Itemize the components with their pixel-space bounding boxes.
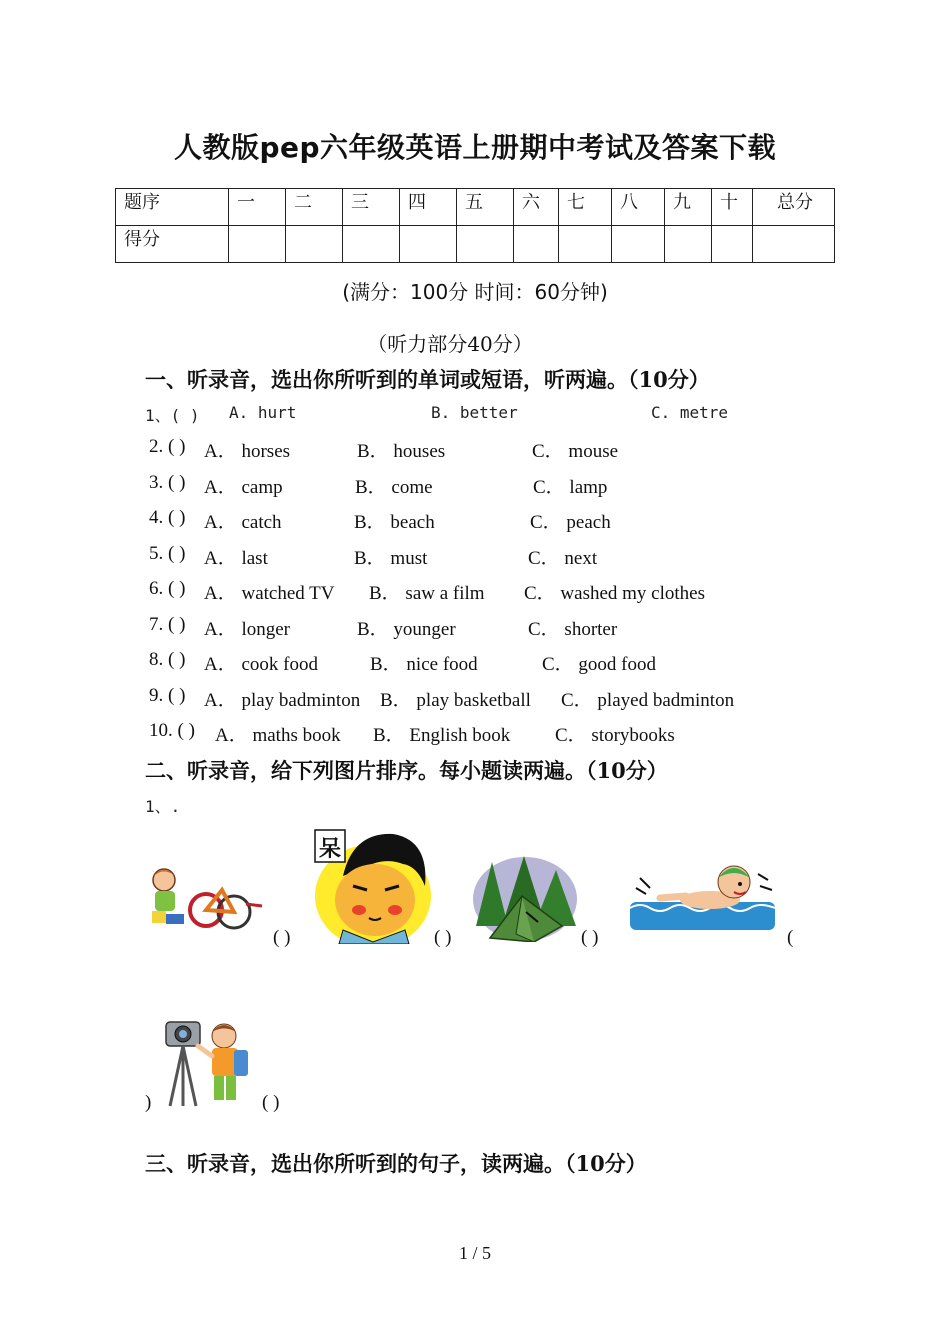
option-b[interactable]: B． younger (357, 619, 456, 640)
option-c[interactable]: C． storybooks (555, 725, 675, 746)
question-num: 8. ( ) (149, 649, 186, 670)
question-num: 9. ( ) (149, 685, 186, 706)
option-b[interactable]: B． saw a film (369, 583, 485, 604)
option-b[interactable]: B． beach (354, 512, 435, 533)
listening-header: （听力部分40分） (367, 332, 533, 356)
score-cell[interactable] (229, 226, 286, 263)
option-c[interactable]: C． washed my clothes (524, 583, 706, 604)
question-num: 10. ( ) (149, 720, 195, 741)
tent-picture (472, 856, 578, 942)
swimming-boy-picture (630, 856, 775, 932)
page-title: 人教版pep六年级英语上册期中考试及答案下载 (173, 131, 777, 164)
page-number: 1 / 5 (458, 1243, 491, 1263)
question-num: 4. ( ) (149, 507, 186, 528)
header-cell: 七 (559, 189, 612, 226)
option-c[interactable]: C． peach (530, 512, 611, 533)
score-cell[interactable] (457, 226, 514, 263)
score-cell[interactable] (343, 226, 400, 263)
option-a[interactable]: A． longer (204, 619, 291, 640)
score-cell[interactable] (612, 226, 665, 263)
question-num: 5. ( ) (149, 543, 186, 564)
question-1-option-c[interactable]: C. metre (651, 403, 729, 422)
header-cell: 六 (514, 189, 559, 226)
score-table (115, 188, 835, 263)
section-2-heading: 二、听录音，给下列图片排序。每小题读两遍。（10分） (145, 758, 668, 783)
question-num: 2. ( ) (149, 436, 186, 457)
exam-meta: (满分：100分 时间：60分钟) (342, 280, 608, 304)
score-cell[interactable] (753, 226, 835, 263)
header-cell: 五 (457, 189, 514, 226)
question-1-option-b[interactable]: B. better (431, 403, 518, 422)
score-table-header-row (116, 189, 835, 226)
boy-with-bike-picture (146, 862, 264, 938)
confused-boy-picture (313, 826, 433, 944)
question-num: 3. ( ) (149, 472, 186, 493)
option-a[interactable]: A． maths book (215, 725, 341, 746)
photographer-boy-picture (160, 1016, 258, 1108)
option-a[interactable]: A． last (204, 548, 268, 569)
header-cell: 四 (400, 189, 457, 226)
score-cell[interactable] (514, 226, 559, 263)
section-1-heading: 一、听录音，选出你所听到的单词或短语，听两遍。（10分） (145, 367, 710, 392)
header-cell: 十 (712, 189, 753, 226)
question-1-option-a[interactable]: A. hurt (229, 403, 297, 422)
header-cell: 二 (286, 189, 343, 226)
option-a[interactable]: A． catch (204, 512, 282, 533)
option-b[interactable]: B． come (355, 477, 433, 498)
order-blank-4-close[interactable]: ) (145, 1092, 152, 1113)
header-cell: 题序 (116, 189, 229, 226)
option-b[interactable]: B． nice food (370, 654, 478, 675)
option-c[interactable]: C． lamp (533, 477, 608, 498)
order-blank-3[interactable]: ( ) (581, 927, 599, 948)
row-label: 得分 (116, 226, 229, 263)
option-c[interactable]: C． played badminton (561, 690, 735, 711)
order-blank-1[interactable]: ( ) (273, 927, 291, 948)
option-a[interactable]: A． play badminton (204, 690, 361, 711)
header-cell: 八 (612, 189, 665, 226)
score-cell[interactable] (712, 226, 753, 263)
score-cell[interactable] (665, 226, 712, 263)
score-table-score-row (116, 226, 835, 263)
sign-text: 呆 (318, 837, 342, 862)
header-cell: 九 (665, 189, 712, 226)
question-num: 6. ( ) (149, 578, 186, 599)
option-b[interactable]: B． English book (373, 725, 511, 746)
option-c[interactable]: C． shorter (528, 619, 618, 640)
header-cell: 三 (343, 189, 400, 226)
option-b[interactable]: B． play basketball (380, 690, 531, 711)
question-1-num: 1、( ) (145, 406, 200, 425)
option-a[interactable]: A． watched TV (204, 583, 335, 604)
option-b[interactable]: B． houses (357, 441, 446, 462)
question-num: 7. ( ) (149, 614, 186, 635)
order-blank-2[interactable]: ( ) (434, 927, 452, 948)
header-cell: 一 (229, 189, 286, 226)
option-a[interactable]: A． horses (204, 441, 291, 462)
section-2-q-label: 1、. (145, 797, 181, 816)
option-c[interactable]: C． mouse (532, 441, 619, 462)
option-a[interactable]: A． cook food (204, 654, 318, 675)
option-c[interactable]: C． next (528, 548, 598, 569)
section-3-heading: 三、听录音，选出你所听到的句子，读两遍。（10分） (145, 1151, 647, 1176)
option-b[interactable]: B． must (354, 548, 428, 569)
score-cell[interactable] (286, 226, 343, 263)
option-c[interactable]: C． good food (542, 654, 657, 675)
score-cell[interactable] (559, 226, 612, 263)
option-a[interactable]: A． camp (204, 477, 283, 498)
order-blank-5[interactable]: ( ) (262, 1092, 280, 1113)
score-cell[interactable] (400, 226, 457, 263)
order-blank-4-open[interactable]: ( (787, 927, 794, 948)
header-cell: 总分 (753, 189, 835, 226)
